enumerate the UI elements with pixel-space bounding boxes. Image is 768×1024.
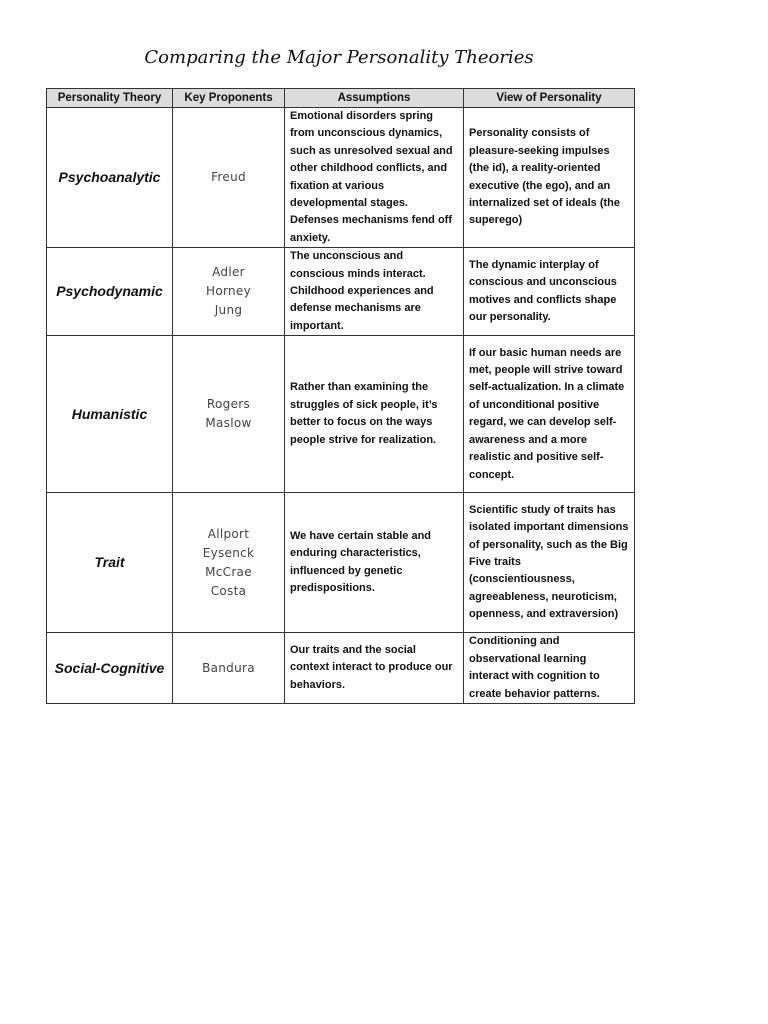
assumptions-cell: Emotional disorders spring from unconscious dynamics, such as unresolved sexual and other childhood conflicts, and fixation at various developmental stages. Defenses mechanisms fend off anxiety. xyxy=(285,108,464,248)
header-view-of-personality: View of Personality xyxy=(464,89,635,108)
view-cell: If our basic human needs are met, people will strive toward self-actualization. In a climate of unconditional positive regard, we can develop self-awareness and a more realistic and positive self-concept. xyxy=(464,336,635,493)
proponent-name: Jung xyxy=(214,303,243,318)
assumptions-cell: Our traits and the social context interact to produce our behaviors. xyxy=(285,633,464,704)
table-row xyxy=(47,248,635,336)
table-row xyxy=(47,336,635,493)
theory-name: Humanistic xyxy=(47,336,173,493)
table-row xyxy=(47,493,635,633)
header-assumptions: Assumptions xyxy=(285,89,464,108)
proponent-name: Allport xyxy=(207,526,250,541)
header-personality-theory: Personality Theory xyxy=(47,89,173,108)
theories-table xyxy=(46,88,635,704)
view-cell: Scientific study of traits has isolated important dimensions of personality, such as the Big Five traits (conscientiousness, agreeableness, neuroticism, openness, and extraversion) xyxy=(464,493,635,633)
theory-name: Psychoanalytic xyxy=(47,108,173,248)
proponents-cell xyxy=(173,108,285,248)
proponent-name: Eysenck xyxy=(202,545,255,560)
proponents-cell xyxy=(173,493,285,633)
proponent-name: Costa xyxy=(210,583,247,598)
assumptions-cell: The unconscious and conscious minds interact. Childhood experiences and defense mechanisms are important. xyxy=(285,248,464,336)
table-row xyxy=(47,108,635,248)
proponent-name: Bandura xyxy=(202,660,255,675)
page-title: Comparing the Major Personality Theories xyxy=(144,47,534,68)
proponent-name: Maslow xyxy=(205,416,252,431)
proponent-name: Horney xyxy=(206,284,251,299)
view-cell: Personality consists of pleasure-seeking impulses (the id), a reality-oriented executive (the ego), and an internalized set of ideals (the superego) xyxy=(464,108,635,248)
view-cell: Conditioning and observational learning interact with cognition to create behavior patterns. xyxy=(464,633,635,704)
theory-name: Social-Cognitive xyxy=(47,633,173,704)
table-row xyxy=(47,633,635,704)
proponents-cell xyxy=(173,633,285,704)
header-key-proponents: Key Proponents xyxy=(173,89,285,108)
proponent-name: Freud xyxy=(211,170,246,185)
theory-name: Trait xyxy=(47,493,173,633)
proponents-cell xyxy=(173,336,285,493)
proponent-name: McCrae xyxy=(205,564,252,579)
assumptions-cell: We have certain stable and enduring characteristics, influenced by genetic predispositions. xyxy=(285,493,464,633)
header-row xyxy=(47,89,635,108)
assumptions-cell: Rather than examining the struggles of sick people, it’s better to focus on the ways people strive for realization. xyxy=(285,336,464,493)
proponent-name: Adler xyxy=(212,265,245,280)
proponent-name: Rogers xyxy=(206,397,251,412)
view-cell: The dynamic interplay of conscious and unconscious motives and conflicts shape our personality. xyxy=(464,248,635,336)
theory-name: Psychodynamic xyxy=(47,248,173,336)
proponents-cell xyxy=(173,248,285,336)
